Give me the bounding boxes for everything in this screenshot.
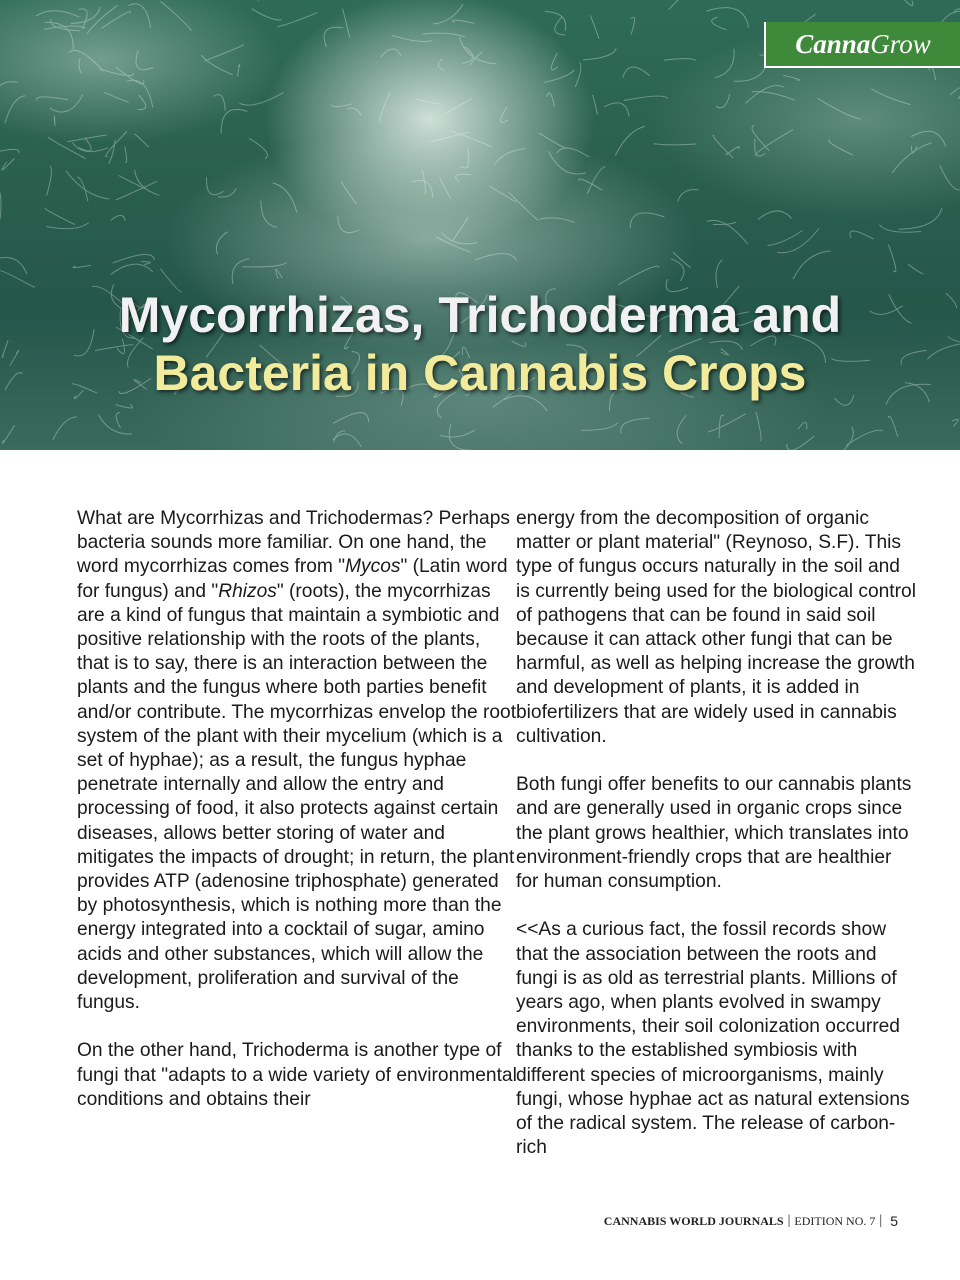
page-number: 5 [890, 1213, 898, 1229]
hero-image [0, 0, 960, 450]
paragraph: <<As a curious fact, the fossil records show that the association between the roots and fungi is as old as terrestrial plants. Millions of years ago, when plants evolved in swampy environments, their soil colonization occurred thanks to the established symbiosis with different species of microorganisms, mainly fungi, whose hyphae act as natural extensions of the radical system. The release of carbon-rich [516, 919, 910, 1159]
text-run-italic: Rhizos [218, 580, 277, 602]
paragraph: Both fungi offer benefits to our cannabis plants and are generally used in organic crops since the plant grows healthier, which translates into environment-friendly crops that are healthier for human consumption. [516, 774, 912, 893]
body-column-right [516, 507, 916, 1185]
title-line-2: Bacteria in Cannabis Crops [153, 345, 807, 401]
footer-separator: | [879, 1213, 883, 1228]
text-run-italic: Mycos [345, 556, 401, 578]
magazine-name: CANNABIS WORLD JOURNALS [603, 1213, 784, 1228]
footer-separator: | [787, 1213, 791, 1228]
brand-part-1: Canna [795, 28, 871, 59]
paragraph [77, 507, 517, 1015]
text-run: What are Mycorrhizas and Trichodermas? Perhaps bacteria sounds more familiar. On one hand, the word mycorrhizas comes from " [77, 508, 510, 578]
paragraph: energy from the decomposition of organic matter or plant material" (Reynoso, S.F). This type of fungus occurs naturally in the soil and is currently being used for the biological control of pathogens that can be found in said soil because it can attack other fungi that can be harmful, as well as helping increase the growth and development of plants, it is added in biofertilizers that are widely used in cannabis cultivation. [516, 508, 916, 747]
brand-badge [764, 22, 960, 68]
page-footer [604, 1213, 898, 1229]
text-run: " (Latin word for fungus) and " [77, 556, 508, 602]
body-column-left [77, 507, 517, 1136]
title-line-1: Mycorrhizas, Trichoderma and [118, 287, 842, 343]
edition-label: EDITION NO. 7 [794, 1213, 876, 1228]
article-title [0, 286, 960, 402]
paragraph: On the other hand, Trichoderma is another type of fungi that "adapts to a wide variety of environmental conditions and obtains their [77, 1040, 517, 1110]
text-run: " (roots), the mycorrhizas are a kind of fungus that maintain a symbiotic and positive relationship with the roots of the plants, that is to say, there is an interaction between the plants and the fungus where both parties benefit and/or contribute. The mycorrhizas envelop the root system of the plant with their mycelium (which is a set of hyphae); as a result, the fungus hyphae penetrate internally and allow the entry and processing of food, it also protects against certain diseases, allows better storing of water and mitigates the impacts of drought; in return, the plant provides ATP (adenosine triphosphate) generated by photosynthesis, which is nothing more than the energy integrated into a cocktail of sugar, amino acids and other substances, which will allow the development, proliferation and survival of the fungus. [77, 580, 517, 1014]
brand-part-2: Grow [870, 28, 931, 59]
